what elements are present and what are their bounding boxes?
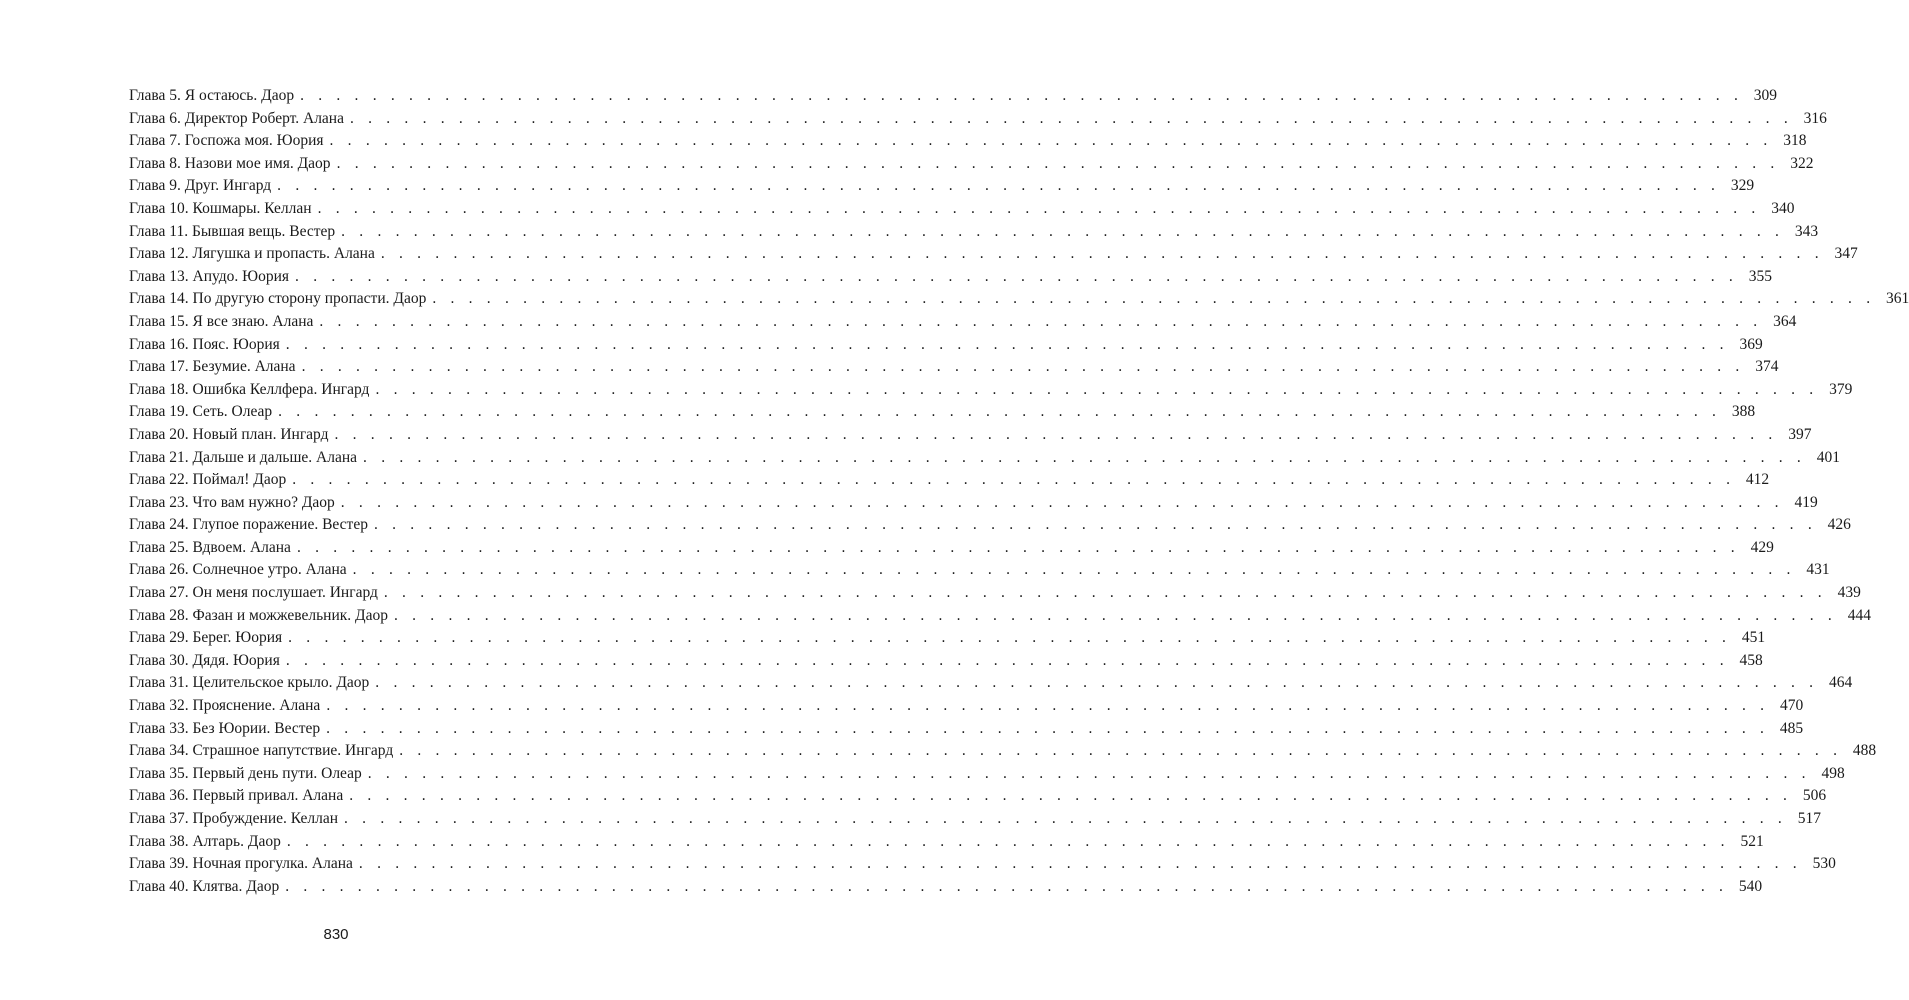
toc-entry-page: 364 — [1773, 312, 1797, 330]
dot-leader: . . . . . . . . . . . . . . . . . . . . . . . . . . . . . . . . . . . . . . . . . . . . . . . . . . . . . . . . . . . . . . . . . . . . . . . . . . . . . . . . — [367, 764, 1811, 782]
toc-entry-page: 347 — [1834, 245, 1858, 263]
dot-leader: . . . . . . . . . . . . . . . . . . . . . . . . . . . . . . . . . . . . . . . . . . . . . . . . . . . . . . . . . . . . . . . . . . . . . . . . . . . . . . . . — [285, 335, 1729, 353]
toc-entry — [129, 672, 1853, 695]
dot-leader: . . . . . . . . . . . . . . . . . . . . . . . . . . . . . . . . . . . . . . . . . . . . . . . . . . . . . . . . . . . . . . . . . . . . . . . . . . . . . . . . — [326, 719, 1770, 737]
toc-entry — [129, 582, 1861, 605]
toc-entry — [129, 763, 1845, 786]
toc-entry-title: Глава 22. Поймал! Даор — [129, 471, 287, 489]
toc-entry-title: Глава 16. Пояс. Юория — [129, 335, 280, 353]
toc-entry-page: 517 — [1797, 810, 1821, 827]
toc-entry-title: Глава 15. Я все знаю. Алана — [129, 312, 314, 330]
toc-entry-title: Глава 19. Сеть. Олеар — [129, 403, 273, 421]
toc-entry — [129, 469, 1770, 492]
toc-entry — [129, 808, 1821, 831]
toc-entry — [129, 356, 1779, 379]
dot-leader: . . . . . . . . . . . . . . . . . . . . . . . . . . . . . . . . . . . . . . . . . . . . . . . . . . . . . . . . . . . . . . . . . . . . . . . . . . . . . . . . — [286, 832, 1730, 850]
dot-leader: . . . . . . . . . . . . . . . . . . . . . . . . . . . . . . . . . . . . . . . . . . . . . . . . . . . . . . . . . . . . . . . . . . . . . . . . . . . . . . . . — [380, 245, 1824, 263]
toc-entry-title: Глава 6. Директор Роберт. Алана — [129, 109, 344, 127]
page-number: 830 — [323, 926, 349, 943]
toc-entry-title: Глава 13. Апудо. Юория — [129, 267, 290, 285]
toc-entry — [129, 492, 1818, 515]
toc-entry-title: Глава 30. Дядя. Юория — [129, 651, 280, 669]
table-of-contents — [129, 85, 1909, 898]
toc-entry-title: Глава 29. Берег. Юория — [129, 629, 283, 647]
dot-leader: . . . . . . . . . . . . . . . . . . . . . . . . . . . . . . . . . . . . . . . . . . . . . . . . . . . . . . . . . . . . . . . . . . . . . . . . . . . . . . . . — [329, 132, 1773, 150]
dot-leader: . . . . . . . . . . . . . . . . . . . . . . . . . . . . . . . . . . . . . . . . . . . . . . . . . . . . . . . . . . . . . . . . . . . . . . . . . . . . . . . . — [288, 629, 1732, 647]
toc-entry — [129, 266, 1772, 289]
dot-leader: . . . . . . . . . . . . . . . . . . . . . . . . . . . . . . . . . . . . . . . . . . . . . . . . . . . . . . . . . . . . . . . . . . . . . . . . . . . . . . . . — [373, 516, 1817, 534]
toc-entry — [129, 514, 1851, 537]
dot-leader: . . . . . . . . . . . . . . . . . . . . . . . . . . . . . . . . . . . . . . . . . . . . . . . . . . . . . . . . . . . . . . . . . . . . . . . . . . . . . . . . — [383, 584, 1827, 602]
dot-leader: . . . . . . . . . . . . . . . . . . . . . . . . . . . . . . . . . . . . . . . . . . . . . . . . . . . . . . . . . . . . . . . . . . . . . . . . . . . . . . . . — [399, 742, 1843, 760]
toc-entry-title: Глава 37. Пробуждение. Келлан — [129, 810, 339, 827]
dot-leader: . . . . . . . . . . . . . . . . . . . . . . . . . . . . . . . . . . . . . . . . . . . . . . . . . . . . . . . . . . . . . . . . . . . . . . . . . . . . . . . . — [340, 493, 1784, 511]
dot-leader: . . . . . . . . . . . . . . . . . . . . . . . . . . . . . . . . . . . . . . . . . . . . . . . . . . . . . . . . . . . . . . . . . . . . . . . . . . . . . . . . — [278, 403, 1722, 421]
toc-entry — [129, 130, 1807, 153]
toc-entry-title: Глава 10. Кошмары. Келлан — [129, 199, 312, 217]
dot-leader: . . . . . . . . . . . . . . . . . . . . . . . . . . . . . . . . . . . . . . . . . . . . . . . . . . . . . . . . . . . . . . . . . . . . . . . . . . . . . . . . — [334, 425, 1778, 443]
dot-leader: . . . . . . . . . . . . . . . . . . . . . . . . . . . . . . . . . . . . . . . . . . . . . . . . . . . . . . . . . . . . . . . . . . . . . . . . . . . . . . . . — [349, 109, 1793, 127]
dot-leader: . . . . . . . . . . . . . . . . . . . . . . . . . . . . . . . . . . . . . . . . . . . . . . . . . . . . . . . . . . . . . . . . . . . . . . . . . . . . . . . . — [375, 380, 1819, 398]
toc-entry-page: 397 — [1788, 425, 1812, 443]
dot-leader: . . . . . . . . . . . . . . . . . . . . . . . . . . . . . . . . . . . . . . . . . . . . . . . . . . . . . . . . . . . . . . . . . . . . . . . . . . . . . . . . — [341, 222, 1785, 240]
toc-entry — [129, 108, 1827, 131]
toc-entry-page: 426 — [1827, 516, 1851, 534]
toc-entry-title: Глава 11. Бывшая вещь. Вестер — [129, 222, 336, 240]
toc-entry-page: 412 — [1745, 471, 1770, 489]
toc-entry-page: 444 — [1847, 606, 1871, 624]
toc-entry-page: 458 — [1739, 651, 1763, 669]
toc-entry — [129, 198, 1795, 221]
toc-entry-page: 451 — [1741, 629, 1766, 647]
toc-entry-page: 369 — [1739, 335, 1763, 353]
dot-leader: . . . . . . . . . . . . . . . . . . . . . . . . . . . . . . . . . . . . . . . . . . . . . . . . . . . . . . . . . . . . . . . . . . . . . . . . . . . . . . . . — [349, 787, 1793, 805]
toc-entry-page: 343 — [1794, 222, 1819, 240]
toc-entry-title: Глава 31. Целительское крыло. Даор — [129, 674, 370, 692]
toc-entry-title: Глава 33. Без Юории. Вестер — [129, 719, 321, 737]
toc-entry — [129, 695, 1804, 718]
toc-entry-page: 318 — [1783, 132, 1807, 150]
dot-leader: . . . . . . . . . . . . . . . . . . . . . . . . . . . . . . . . . . . . . . . . . . . . . . . . . . . . . . . . . . . . . . . . . . . . . . . . . . . . . . . . — [326, 697, 1770, 715]
toc-entry — [129, 85, 1778, 108]
dot-leader: . . . . . . . . . . . . . . . . . . . . . . . . . . . . . . . . . . . . . . . . . . . . . . . . . . . . . . . . . . . . . . . . . . . . . . . . . . . . . . . . — [301, 358, 1745, 376]
toc-entry — [129, 718, 1804, 741]
toc-entry — [129, 831, 1764, 854]
toc-entry-page: 540 — [1738, 877, 1763, 895]
dot-leader: . . . . . . . . . . . . . . . . . . . . . . . . . . . . . . . . . . . . . . . . . . . . . . . . . . . . . . . . . . . . . . . . . . . . . . . . . . . . . . . . — [336, 154, 1780, 172]
toc-entry — [129, 785, 1827, 808]
dot-leader: . . . . . . . . . . . . . . . . . . . . . . . . . . . . . . . . . . . . . . . . . . . . . . . . . . . . . . . . . . . . . . . . . . . . . . . . . . . . . . . . — [358, 855, 1802, 873]
toc-entry-page: 401 — [1816, 448, 1840, 466]
toc-entry-page: 464 — [1828, 674, 1853, 692]
toc-entry-title: Глава 38. Алтарь. Даор — [129, 832, 281, 850]
toc-entry — [129, 876, 1763, 899]
dot-leader: . . . . . . . . . . . . . . . . . . . . . . . . . . . . . . . . . . . . . . . . . . . . . . . . . . . . . . . . . . . . . . . . . . . . . . . . . . . . . . . . — [394, 606, 1837, 624]
toc-entry — [129, 650, 1763, 673]
toc-entry-page: 329 — [1730, 177, 1755, 195]
toc-entry-title: Глава 17. Безумие. Алана — [129, 358, 296, 376]
toc-entry — [129, 537, 1774, 560]
toc-entry-page: 309 — [1753, 87, 1778, 104]
toc-entry-page: 355 — [1748, 267, 1772, 285]
toc-entry — [129, 740, 1877, 763]
toc-entry-title: Глава 18. Ошибка Келлфера. Ингард — [129, 380, 370, 398]
dot-leader: . . . . . . . . . . . . . . . . . . . . . . . . . . . . . . . . . . . . . . . . . . . . . . . . . . . . . . . . . . . . . . . . . . . . . . . . . . . . . . . . — [352, 561, 1796, 579]
dot-leader: . . . . . . . . . . . . . . . . . . . . . . . . . . . . . . . . . . . . . . . . . . . . . . . . . . . . . . . . . . . . . . . . . . . . . . . . . . . . . . . . — [375, 674, 1819, 692]
toc-entry-page: 429 — [1750, 538, 1774, 556]
dot-leader: . . . . . . . . . . . . . . . . . . . . . . . . . . . . . . . . . . . . . . . . . . . . . . . . . . . . . . . . . . . . . . . . . . . . . . . . . . . . . . . . — [300, 87, 1744, 104]
dot-leader: . . . . . . . . . . . . . . . . . . . . . . . . . . . . . . . . . . . . . . . . . . . . . . . . . . . . . . . . . . . . . . . . . . . . . . . . . . . . . . . . — [292, 471, 1736, 489]
toc-entry — [129, 401, 1756, 424]
toc-entry — [129, 424, 1812, 447]
dot-leader: . . . . . . . . . . . . . . . . . . . . . . . . . . . . . . . . . . . . . . . . . . . . . . . . . . . . . . . . . . . . . . . . . . . . . . . . . . . . . . . . — [285, 877, 1729, 895]
toc-entry — [129, 559, 1830, 582]
toc-entry-page: 521 — [1740, 832, 1764, 850]
dot-leader: . . . . . . . . . . . . . . . . . . . . . . . . . . . . . . . . . . . . . . . . . . . . . . . . . . . . . . . . . . . . . . . . . . . . . . . . . . . . . . . . — [344, 810, 1787, 827]
toc-entry — [129, 605, 1871, 628]
toc-entry — [129, 175, 1755, 198]
toc-entry — [129, 447, 1840, 470]
toc-entry — [129, 379, 1853, 402]
toc-entry-title: Глава 40. Клятва. Даор — [129, 877, 280, 895]
toc-entry-title: Глава 12. Лягушка и пропасть. Алана — [129, 245, 375, 263]
toc-entry-title: Глава 8. Назови мое имя. Даор — [129, 154, 331, 172]
toc-entry-title: Глава 32. Прояснение. Алана — [129, 697, 321, 715]
toc-entry-page: 506 — [1802, 787, 1827, 805]
toc-entry-title: Глава 21. Дальше и дальше. Алана — [129, 448, 358, 466]
toc-entry-page: 361 — [1886, 290, 1909, 308]
toc-entry-page: 470 — [1780, 697, 1804, 715]
toc-entry-page: 379 — [1829, 380, 1853, 398]
toc-entry — [129, 334, 1763, 357]
toc-entry-page: 439 — [1837, 584, 1861, 602]
toc-entry-title: Глава 5. Я остаюсь. Даор — [129, 87, 295, 104]
toc-entry-title: Глава 35. Первый день пути. Олеар — [129, 764, 362, 782]
toc-entry — [129, 288, 1909, 311]
toc-entry-page: 431 — [1806, 561, 1830, 579]
dot-leader: . . . . . . . . . . . . . . . . . . . . . . . . . . . . . . . . . . . . . . . . . . . . . . . . . . . . . . . . . . . . . . . . . . . . . . . . . . . . . . . . — [285, 651, 1729, 669]
toc-entry-title: Глава 7. Госпожа моя. Юория — [129, 132, 324, 150]
toc-entry — [129, 311, 1797, 334]
toc-entry — [129, 627, 1766, 650]
toc-entry-page: 488 — [1852, 742, 1877, 760]
toc-entry-title: Глава 14. По другую сторону пропасти. Даор — [129, 290, 427, 308]
toc-entry-title: Глава 34. Страшное напутствие. Ингард — [129, 742, 394, 760]
toc-entry-page: 419 — [1794, 493, 1818, 511]
toc-entry-page: 316 — [1803, 109, 1827, 127]
dot-leader: . . . . . . . . . . . . . . . . . . . . . . . . . . . . . . . . . . . . . . . . . . . . . . . . . . . . . . . . . . . . . . . . . . . . . . . . . . . . . . . . — [319, 312, 1763, 330]
toc-entry-page: 322 — [1790, 154, 1814, 172]
toc-entry-page: 498 — [1821, 764, 1845, 782]
toc-entry-title: Глава 25. Вдвоем. Алана — [129, 538, 291, 556]
toc-entry-title: Глава 28. Фазан и можжевельник. Даор — [129, 606, 388, 624]
dot-leader: . . . . . . . . . . . . . . . . . . . . . . . . . . . . . . . . . . . . . . . . . . . . . . . . . . . . . . . . . . . . . . . . . . . . . . . . . . . . . . . . — [363, 448, 1806, 466]
toc-entry-title: Глава 39. Ночная прогулка. Алана — [129, 855, 353, 873]
dot-leader: . . . . . . . . . . . . . . . . . . . . . . . . . . . . . . . . . . . . . . . . . . . . . . . . . . . . . . . . . . . . . . . . . . . . . . . . . . . . . . . . — [296, 538, 1740, 556]
toc-entry-title: Глава 36. Первый привал. Алана — [129, 787, 344, 805]
toc-entry-title: Глава 23. Что вам нужно? Даор — [129, 493, 335, 511]
dot-leader: . . . . . . . . . . . . . . . . . . . . . . . . . . . . . . . . . . . . . . . . . . . . . . . . . . . . . . . . . . . . . . . . . . . . . . . . . . . . . . . . — [277, 177, 1721, 195]
toc-entry — [129, 221, 1819, 244]
toc-entry-title: Глава 27. Он меня послушает. Ингард — [129, 584, 378, 602]
toc-entry — [129, 243, 1858, 266]
dot-leader: . . . . . . . . . . . . . . . . . . . . . . . . . . . . . . . . . . . . . . . . . . . . . . . . . . . . . . . . . . . . . . . . . . . . . . . . . . . . . . . . — [317, 199, 1761, 217]
dot-leader: . . . . . . . . . . . . . . . . . . . . . . . . . . . . . . . . . . . . . . . . . . . . . . . . . . . . . . . . . . . . . . . . . . . . . . . . . . . . . . . . — [295, 267, 1738, 285]
toc-entry-page: 485 — [1779, 719, 1804, 737]
dot-leader: . . . . . . . . . . . . . . . . . . . . . . . . . . . . . . . . . . . . . . . . . . . . . . . . . . . . . . . . . . . . . . . . . . . . . . . . . . . . . . . . — [432, 290, 1876, 308]
toc-entry-page: 388 — [1731, 403, 1756, 421]
toc-entry-page: 374 — [1755, 358, 1779, 376]
toc-entry-page: 530 — [1812, 855, 1836, 873]
toc-entry-title: Глава 24. Глупое поражение. Вестер — [129, 516, 368, 534]
toc-entry-page: 340 — [1771, 199, 1795, 217]
toc-entry-title: Глава 9. Друг. Ингард — [129, 177, 272, 195]
toc-entry — [129, 153, 1814, 176]
toc-entry-title: Глава 20. Новый план. Ингард — [129, 425, 329, 443]
toc-entry — [129, 853, 1836, 876]
toc-entry-title: Глава 26. Солнечное утро. Алана — [129, 561, 347, 579]
